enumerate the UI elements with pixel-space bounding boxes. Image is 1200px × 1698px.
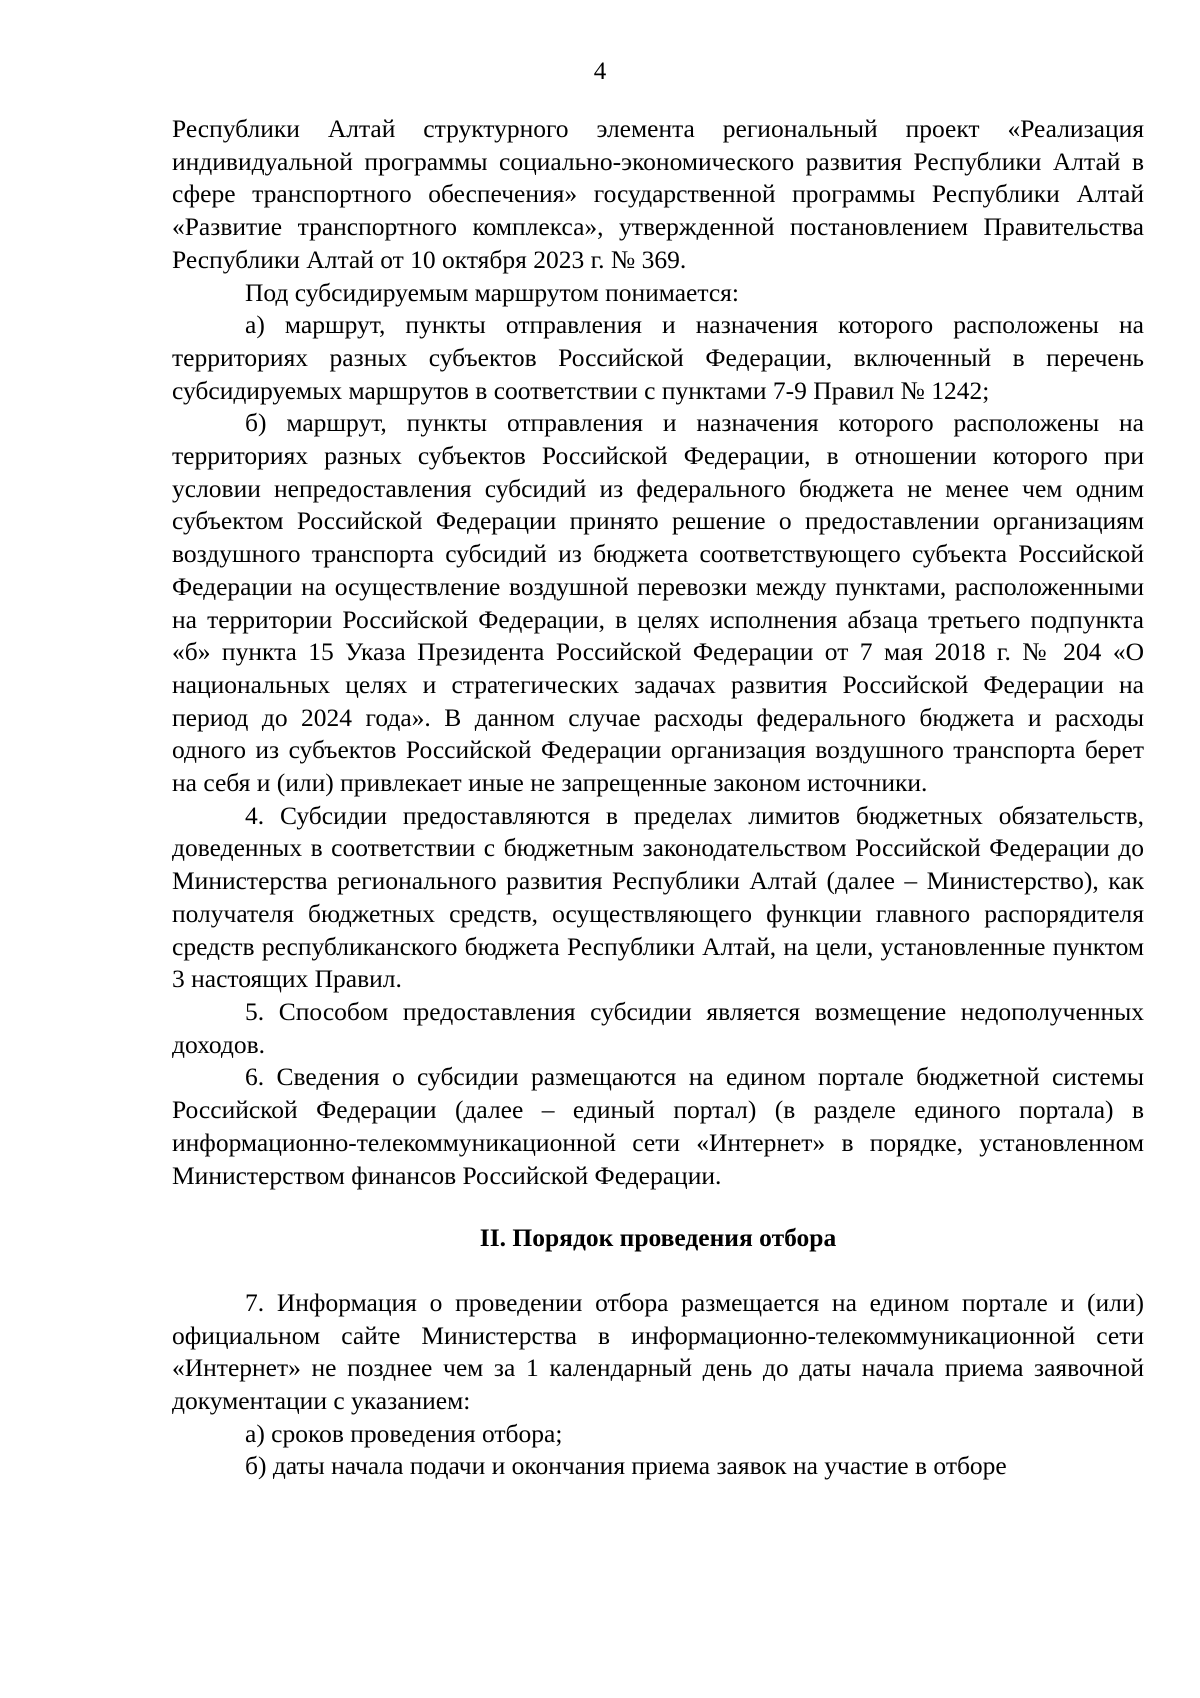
- paragraph-item-a: а) маршрут, пункты отправления и назначения которого расположены на территориях разных субъектов Российской Федерации, включенный в перечень субсидируемых маршрутов в соответствии с пунктами 7-9 Правил № 1242;: [172, 310, 1144, 405]
- paragraph-clause-7: 7. Информация о проведении отбора размещается на едином портале и (или) официальном сайте Министерства в информационно-телекоммуникационной сети «Интернет» не позднее чем за 1 календарный день до даты начала приема заявочной документации с указанием:: [172, 1287, 1144, 1416]
- paragraph-continuation: Республики Алтай структурного элемента региональный проект «Реализация индивидуальной программы социально-экономического развития Республики Алтай в сфере транспортного обеспечения» государственной программы Республики Алтай «Развитие транспортного комплекса», утвержденной постановлением Правительства Республики Алтай от 10 октября 2023 г. № 369.: [172, 114, 1144, 274]
- page-number: 4: [593, 58, 607, 85]
- paragraph-clause-7-item-b: б) даты начала подачи и окончания приема заявок на участие в отборе: [245, 1451, 1007, 1481]
- section-heading: II. Порядок проведения отбора: [479, 1223, 837, 1253]
- paragraph-clause-5: 5. Способом предоставления субсидии является возмещение недополученных доходов.: [172, 996, 1144, 1059]
- paragraph-clause-6: 6. Сведения о субсидии размещаются на едином портале бюджетной системы Российской Федерации (далее – единый портал) (в разделе единого портала) в информационно-телекоммуникационной сети «Интернет» в порядке, установленном Министерством финансов Российской Федерации.: [172, 1062, 1144, 1190]
- paragraph-clause-7-item-a: а) сроков проведения отбора;: [245, 1418, 563, 1448]
- document-body: [172, 113, 1144, 1483]
- paragraph-item-b: б) маршрут, пункты отправления и назначения которого расположены на территориях разных субъектов Российской Федерации, в отношении которого при условии непредоставления субсидий из федерального бюджета не менее чем одним субъектом Российской Федерации принято решение о предоставлении организациям воздушного транспорта субсидий из бюджета соответствующего субъекта Российской Федерации на осуществление воздушной перевозки между пунктами, расположенными на территории Российской Федерации, в целях исполнения абзаца третьего подпункта «б» пункта 15 Указа Президента Российской Федерации от 7 мая 2018 г. № 204 «О национальных целях и стратегических задачах развития Российской Федерации на период до 2024 года». В данном случае расходы федерального бюджета и расходы одного из субъектов Российской Федерации организация воздушного транспорта берет на себя и (или) привлекает иные не запрещенные законом источники.: [172, 408, 1144, 798]
- paragraph-clause-4: 4. Субсидии предоставляются в пределах лимитов бюджетных обязательств, доведенных в соответствии с бюджетным законодательством Российской Федерации до Министерства регионального развития Республики Алтай (далее – Министерство), как получателя бюджетных средств, осуществляющего функции главного распорядителя средств республиканского бюджета Республики Алтай, на цели, установленные пунктом 3 настоящих Правил.: [172, 800, 1144, 994]
- paragraph-route-definition: Под субсидируемым маршрутом понимается:: [245, 277, 739, 307]
